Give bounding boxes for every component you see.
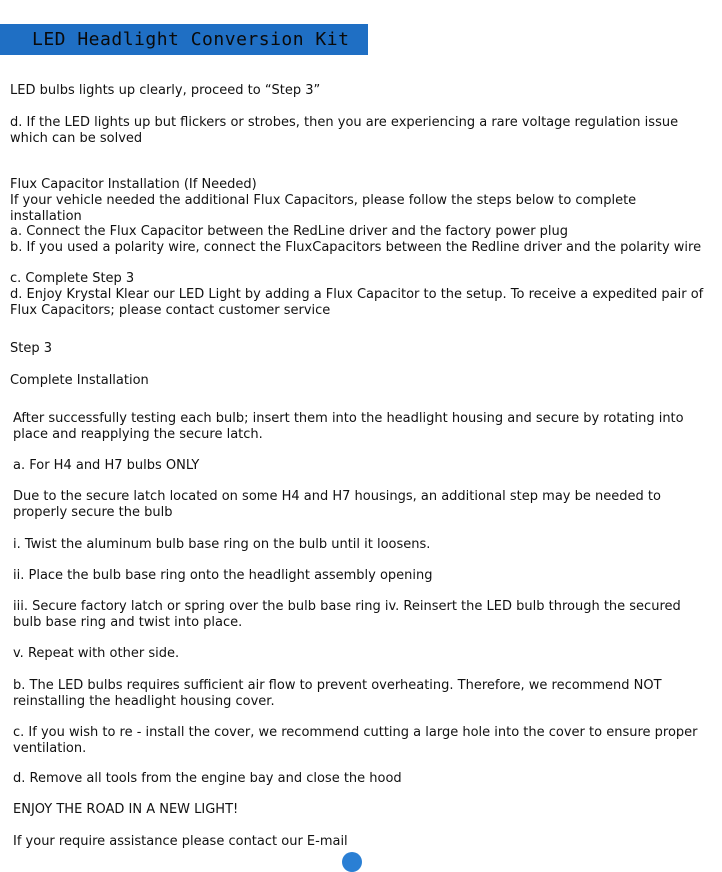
item-ii: ii. Place the bulb base ring onto the headlight assembly opening xyxy=(13,568,433,583)
page-title: LED Headlight Conversion Kit xyxy=(32,29,350,50)
enjoy-heading: ENJOY THE ROAD IN A NEW LIGHT! xyxy=(13,802,239,817)
title-banner xyxy=(0,24,368,55)
complete-installation-heading: Complete Installation xyxy=(10,373,149,388)
item-b-airflow: b. The LED bulbs requires sufficient air flow to prevent overheating. Therefore, we recommend NOT reinstalling the headlight housing cover. xyxy=(13,678,662,709)
paragraph-flicker: d. If the LED lights up but flickers or strobes, then you are experiencing a rare voltage regulation issue which can be solved xyxy=(10,115,679,146)
item-iii-iv: iii. Secure factory latch or spring over the bulb base ring iv. Reinsert the LED bulb through the secured bulb base ring and twist into place. xyxy=(13,599,681,630)
paragraph-after-testing: After successfully testing each bulb; insert them into the headlight housing and secure by rotating into place and reapplying the secure latch. xyxy=(13,411,684,442)
item-i: i. Twist the aluminum bulb base ring on the bulb until it loosens. xyxy=(13,537,431,552)
item-v: v. Repeat with other side. xyxy=(13,646,180,661)
flux-capacitor-heading: Flux Capacitor Installation (If Needed) xyxy=(10,177,257,192)
item-c-cover: c. If you wish to re - install the cover, we recommend cutting a large hole into the cover to ensure proper ventilation. xyxy=(13,725,698,756)
item-d-tools: d. Remove all tools from the engine bay and close the hood xyxy=(13,771,402,786)
flux-step-b: b. If you used a polarity wire, connect the FluxCapacitors between the Redline driver and the polarity wire xyxy=(10,240,702,255)
step3-heading: Step 3 xyxy=(10,341,53,356)
flux-capacitor-intro: If your vehicle needed the additional Flux Capacitors, please follow the steps below to complete installation xyxy=(10,193,637,224)
paragraph-secure-latch: Due to the secure latch located on some H4 and H7 housings, an additional step may be needed to properly secure the bulb xyxy=(13,489,661,520)
paragraph-led-lights-up: LED bulbs lights up clearly, proceed to “Step 3” xyxy=(10,83,321,98)
assistance-contact: If your require assistance please contact our E-mail xyxy=(13,834,348,849)
flux-step-c: c. Complete Step 3 xyxy=(10,271,135,286)
flux-step-d: d. Enjoy Krystal Klear our LED Light by adding a Flux Capacitor to the setup. To receive a expedited pair of Flux Capacitors; please contact customer service xyxy=(10,287,704,318)
blue-circle-icon xyxy=(342,852,362,872)
item-a-h4-h7: a. For H4 and H7 bulbs ONLY xyxy=(13,458,200,473)
flux-step-a: a. Connect the Flux Capacitor between the RedLine driver and the factory power plug xyxy=(10,224,569,239)
